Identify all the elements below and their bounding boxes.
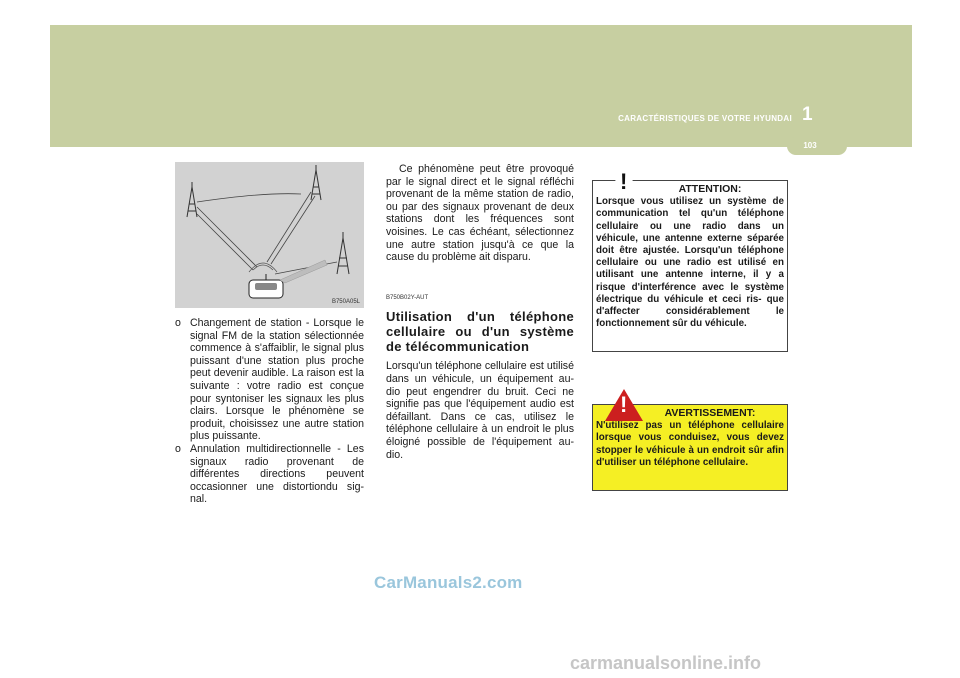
list-item: [175, 317, 364, 443]
warning-text: N'utilisez pas un téléphone cellulaire lorsque vous conduisez, vous devez stopper le véhicule à un endroit sûr afin d'utiliser un téléphone cellulaire.: [596, 420, 784, 468]
header-band: [50, 25, 912, 147]
signal-waves: [249, 263, 277, 272]
chapter-number: 1: [802, 104, 813, 125]
bullet-mark: o: [175, 317, 181, 329]
exclamation-mark: !: [620, 169, 628, 194]
left-column-bullets: [175, 317, 364, 506]
illustration-code: B750A05L: [331, 299, 360, 305]
watermark-footer: carmanualsonline.info: [570, 653, 762, 673]
radio-signal-illustration: [175, 162, 364, 308]
section-code: B750B02Y-AUT: [386, 294, 429, 301]
signal-beams: [197, 192, 337, 274]
bullet-mark: o: [175, 442, 181, 455]
intro-paragraph: Ce phénomène peut être provoqué par le signal direct et le signal réfléchi provenant de la même station de radio, ou par des signaux provenant de deux stations dont les fréquences sont voisines. Le cas échéant, sélectionnez une autre station jusqu'à ce que la cause du problème ait disparu.: [386, 163, 574, 264]
section-body: Lorsqu'un téléphone cellulaire est utilisé dans un véhicule, un équipement au- dio peut engendrer du bruit. Ceci ne signifie pas que l'équipement audio est défaillant. Dans ce cas, utilisez le téléphone cellulaire à un endroit le plus éloigné possible de l'équipement au- dio.: [386, 360, 574, 461]
attention-text: Lorsque vous utilisez un système de communication tel qu'un téléphone cellulaire ou une radio dans un véhicule, une antenne externe séparée doit être ajustée. Lorsqu'un téléphone cellulaire ou une radio est utilisé en utilisant une antenne interne, il y a risque d'interférence avec le système électrique du véhicule et ceci ris- que d'affecter considérablement le fonctionnement sûr du véhicule.: [596, 196, 784, 330]
car-icon: [249, 274, 283, 298]
chapter-title: CARACTÉRISTIQUES DE VOTRE HYUNDAI: [618, 114, 792, 123]
top-antenna-tower-icon: [311, 165, 321, 200]
exclamation-mark: !: [620, 392, 628, 417]
warning-box: [592, 392, 788, 491]
bullet-text: Annulation multidirectionnelle - Les signaux radio provenant de différentes directions peuvent occasionner une distortiondu sig- nal.: [190, 442, 364, 506]
watermark-link[interactable]: CarManuals2.com: [374, 573, 523, 592]
warning-triangle-icon: [605, 166, 643, 198]
right-antenna-tower-icon: [337, 232, 349, 274]
left-antenna-tower-icon: [187, 182, 197, 217]
middle-column: [386, 163, 574, 461]
list-item: [175, 443, 364, 506]
page-number: 103: [803, 141, 817, 150]
attention-title: ATTENTION:: [678, 183, 742, 195]
section-heading: Utilisation d'un téléphone cellulaire ou d'un système de télécommunication: [386, 309, 574, 355]
warning-triangle-icon: [605, 389, 643, 421]
attention-box: [592, 169, 788, 352]
bullet-text: Changement de station - Lorsque le signal FM de la station sélectionnée commence à s'affaiblir, le signal plus puissant d'une station plus proche peut devenir audible. La raison est la suivante : votre radio est conçue pour syntoniser les signaux les plus clairs. Lorsque le phénomène se produit, choisissez une autre station plus puissante.: [190, 317, 364, 443]
antenna-signal-drawing: [175, 162, 364, 308]
warning-title: AVERTISSEMENT:: [664, 407, 756, 419]
